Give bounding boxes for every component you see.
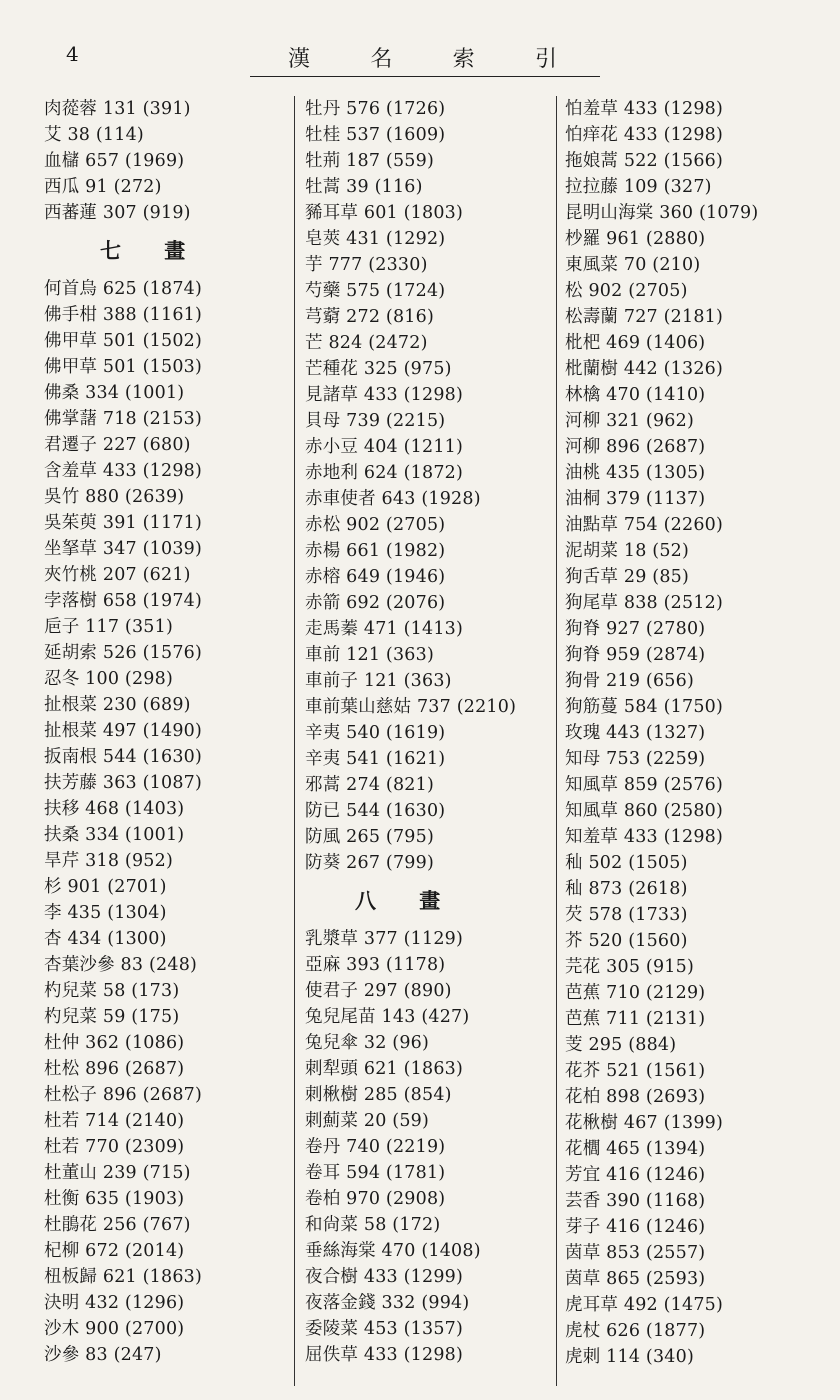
index-entry: 赤榕 649 (1946) <box>305 567 446 587</box>
index-entry: 旱芹 318 (952) <box>44 851 173 871</box>
index-entry: 杉 901 (2701) <box>44 877 167 897</box>
index-entry: 佛手柑 388 (1161) <box>44 305 203 325</box>
index-entry: 狗舌草 29 (85) <box>565 567 690 587</box>
index-entry: 芰 295 (884) <box>565 1035 677 1055</box>
index-entry: 含羞草 433 (1298) <box>44 461 203 481</box>
index-entry: 芒 824 (2472) <box>305 333 428 353</box>
title-char: 名 <box>370 47 393 72</box>
index-entry: 決明 432 (1296) <box>44 1293 185 1313</box>
index-entry: 佛桑 334 (1001) <box>44 383 185 403</box>
index-entry: 芥 520 (1560) <box>565 931 688 951</box>
index-entry: 乳漿草 377 (1129) <box>305 929 464 949</box>
index-entry: 林檎 470 (1410) <box>565 385 706 405</box>
index-entry: 芫花 305 (915) <box>565 957 694 977</box>
index-entry: 邪蒿 274 (821) <box>305 775 434 795</box>
index-entry: 芋 777 (2330) <box>305 255 428 275</box>
index-entry: 扶移 468 (1403) <box>44 799 185 819</box>
index-entry: 卷丹 740 (2219) <box>305 1137 446 1157</box>
index-entry: 芳宜 416 (1246) <box>565 1165 706 1185</box>
index-entry: 狗骨 219 (656) <box>565 671 694 691</box>
index-entry: 杓兒菜 58 (173) <box>44 981 180 1001</box>
index-entry: 杜若 714 (2140) <box>44 1111 185 1131</box>
index-entry: 花芥 521 (1561) <box>565 1061 706 1081</box>
index-column-3 <box>556 96 840 1386</box>
header-rule <box>250 76 600 77</box>
index-entry: 赤楊 661 (1982) <box>305 541 446 561</box>
index-entry: 豨耳草 601 (1803) <box>305 203 464 223</box>
index-entry: 李 435 (1304) <box>44 903 167 923</box>
index-entry: 知羞草 433 (1298) <box>565 827 724 847</box>
index-entry: 何首烏 625 (1874) <box>44 279 203 299</box>
index-column-2 <box>294 96 554 1386</box>
index-entry: 花柏 898 (2693) <box>565 1087 706 1107</box>
index-entry: 佛甲草 501 (1503) <box>44 357 203 377</box>
index-entry: 泥胡菜 18 (52) <box>565 541 690 561</box>
index-entry: 松 902 (2705) <box>565 281 688 301</box>
index-entry: 油點草 754 (2260) <box>565 515 724 535</box>
index-entry: 知母 753 (2259) <box>565 749 706 769</box>
index-entry: 吳茱萸 391 (1171) <box>44 513 203 533</box>
index-entry: 防風 265 (795) <box>305 827 434 847</box>
index-entry: 忍冬 100 (298) <box>44 669 173 689</box>
index-entry: 秈 502 (1505) <box>565 853 688 873</box>
index-entry: 兔兒尾苗 143 (427) <box>305 1007 470 1027</box>
index-entry: 皂莢 431 (1292) <box>305 229 446 249</box>
index-entry: 芍藥 575 (1724) <box>305 281 446 301</box>
index-entry: 油桐 379 (1137) <box>565 489 706 509</box>
index-entry: 沙木 900 (2700) <box>44 1319 185 1339</box>
index-entry: 坐拏草 347 (1039) <box>44 539 203 559</box>
index-entry: 扳南根 544 (1630) <box>44 747 203 767</box>
index-entry: 亞麻 393 (1178) <box>305 955 446 975</box>
index-entry: 杻板歸 621 (1863) <box>44 1267 203 1287</box>
index-entry: 垂絲海棠 470 (1408) <box>305 1241 481 1261</box>
index-entry: 扯根菜 497 (1490) <box>44 721 203 741</box>
index-entry: 狗筋蔓 584 (1750) <box>565 697 724 717</box>
index-entry: 辛夷 540 (1619) <box>305 723 446 743</box>
index-entry: 杓兒菜 59 (175) <box>44 1007 180 1027</box>
index-entry: 沙參 83 (247) <box>44 1345 162 1365</box>
index-column-1 <box>44 96 284 1386</box>
index-entry: 夜落金錢 332 (994) <box>305 1293 470 1313</box>
index-entry: 怕痒花 433 (1298) <box>565 125 724 145</box>
index-entry: 東風菜 70 (210) <box>565 255 701 275</box>
title-char: 索 <box>452 47 475 72</box>
index-entry: 孛落樹 658 (1974) <box>44 591 203 611</box>
title-char: 引 <box>534 47 557 72</box>
index-entry: 佛掌藷 718 (2153) <box>44 409 203 429</box>
index-entry: 扶芳藤 363 (1087) <box>44 773 203 793</box>
index-entry: 辛夷 541 (1621) <box>305 749 446 769</box>
title-char: 漢 <box>288 47 311 72</box>
index-entry: 兔兒傘 32 (96) <box>305 1033 430 1053</box>
index-entry: 虎刺 114 (340) <box>565 1347 694 1367</box>
index-entry: 芒種花 325 (975) <box>305 359 452 379</box>
index-entry: 芸香 390 (1168) <box>565 1191 706 1211</box>
index-entry: 芎藭 272 (816) <box>305 307 434 327</box>
index-entry: 車前子 121 (363) <box>305 671 452 691</box>
index-entry: 巵子 117 (351) <box>44 617 173 637</box>
index-entry: 杜仲 362 (1086) <box>44 1033 185 1053</box>
index-entry: 芽子 416 (1246) <box>565 1217 706 1237</box>
page-title <box>250 42 595 73</box>
index-entry: 防葵 267 (799) <box>305 853 434 873</box>
index-entry: 夜合樹 433 (1299) <box>305 1267 464 1287</box>
stroke-count-heading: 七 畫 <box>100 238 204 263</box>
index-entry: 狗脊 959 (2874) <box>565 645 706 665</box>
index-entry: 車前 121 (363) <box>305 645 434 665</box>
index-entry: 杏 434 (1300) <box>44 929 167 949</box>
index-entry: 花楸樹 467 (1399) <box>565 1113 724 1133</box>
index-entry: 虎杖 626 (1877) <box>565 1321 706 1341</box>
index-entry: 艾 38 (114) <box>44 125 144 145</box>
index-entry: 卷耳 594 (1781) <box>305 1163 446 1183</box>
index-entry: 屈佚草 433 (1298) <box>305 1345 464 1365</box>
index-entry: 杜松 896 (2687) <box>44 1059 185 1079</box>
index-entry: 赤小豆 404 (1211) <box>305 437 464 457</box>
index-entry: 君遷子 227 (680) <box>44 435 191 455</box>
index-entry: 吳竹 880 (2639) <box>44 487 185 507</box>
index-entry: 刺楸樹 285 (854) <box>305 1085 452 1105</box>
index-entry: 防已 544 (1630) <box>305 801 446 821</box>
stroke-count-heading: 八 畫 <box>355 888 459 913</box>
index-entry: 拉拉藤 109 (327) <box>565 177 712 197</box>
index-entry: 見諸草 433 (1298) <box>305 385 464 405</box>
index-entry: 肉蓯蓉 131 (391) <box>44 99 191 119</box>
index-entry: 芭蕉 711 (2131) <box>565 1009 706 1029</box>
index-entry: 枇杷 469 (1406) <box>565 333 706 353</box>
index-entry: 赤車使者 643 (1928) <box>305 489 481 509</box>
index-entry: 刺薊菜 20 (59) <box>305 1111 430 1131</box>
index-entry: 卷柏 970 (2908) <box>305 1189 446 1209</box>
index-entry: 狗脊 927 (2780) <box>565 619 706 639</box>
index-entry: 茵草 853 (2557) <box>565 1243 706 1263</box>
index-entry: 赤箭 692 (2076) <box>305 593 446 613</box>
index-entry: 杜若 770 (2309) <box>44 1137 185 1157</box>
index-entry: 和尙菜 58 (172) <box>305 1215 441 1235</box>
index-entry: 使君子 297 (890) <box>305 981 452 1001</box>
index-entry: 河柳 321 (962) <box>565 411 694 431</box>
index-entry: 知風草 859 (2576) <box>565 775 724 795</box>
index-entry: 芭蕉 710 (2129) <box>565 983 706 1003</box>
index-entry: 貝母 739 (2215) <box>305 411 446 431</box>
index-entry: 走馬蓁 471 (1413) <box>305 619 464 639</box>
index-entry: 知風草 860 (2580) <box>565 801 724 821</box>
index-entry: 赤松 902 (2705) <box>305 515 446 535</box>
index-entry: 委陵菜 453 (1357) <box>305 1319 464 1339</box>
index-entry: 赤地利 624 (1872) <box>305 463 464 483</box>
index-entry: 杜衡 635 (1903) <box>44 1189 185 1209</box>
index-entry: 血櫧 657 (1969) <box>44 151 185 171</box>
page-number: 4 <box>66 42 79 66</box>
index-entry: 枇蘭樹 442 (1326) <box>565 359 724 379</box>
index-entry: 杜鵑花 256 (767) <box>44 1215 191 1235</box>
index-entry: 車前葉山慈姑 737 (2210) <box>305 697 517 717</box>
index-entry: 狗尾草 838 (2512) <box>565 593 724 613</box>
index-entry: 昆明山海棠 360 (1079) <box>565 203 759 223</box>
index-entry: 牡桂 537 (1609) <box>305 125 446 145</box>
index-entry: 松壽蘭 727 (2181) <box>565 307 724 327</box>
index-entry: 夾竹桃 207 (621) <box>44 565 191 585</box>
index-entry: 杪羅 961 (2880) <box>565 229 706 249</box>
index-entry: 延胡索 526 (1576) <box>44 643 203 663</box>
index-entry: 花櫚 465 (1394) <box>565 1139 706 1159</box>
index-entry: 秈 873 (2618) <box>565 879 688 899</box>
index-entry: 拖娘蒿 522 (1566) <box>565 151 724 171</box>
index-entry: 怕羞草 433 (1298) <box>565 99 724 119</box>
index-entry: 牡丹 576 (1726) <box>305 99 446 119</box>
index-entry: 扯根菜 230 (689) <box>44 695 191 715</box>
index-entry: 杞柳 672 (2014) <box>44 1241 185 1261</box>
index-entry: 西瓜 91 (272) <box>44 177 162 197</box>
index-entry: 玫瑰 443 (1327) <box>565 723 706 743</box>
index-entry: 刺犁頭 621 (1863) <box>305 1059 464 1079</box>
index-entry: 虎耳草 492 (1475) <box>565 1295 724 1315</box>
index-entry: 杏葉沙參 83 (248) <box>44 955 198 975</box>
index-entry: 牡荊 187 (559) <box>305 151 434 171</box>
index-entry: 杜董山 239 (715) <box>44 1163 191 1183</box>
index-entry: 扶桑 334 (1001) <box>44 825 185 845</box>
index-entry: 河柳 896 (2687) <box>565 437 706 457</box>
index-entry: 杜松子 896 (2687) <box>44 1085 203 1105</box>
index-entry: 芡 578 (1733) <box>565 905 688 925</box>
index-entry: 茵草 865 (2593) <box>565 1269 706 1289</box>
index-entry: 佛甲草 501 (1502) <box>44 331 203 351</box>
index-entry: 牡蒿 39 (116) <box>305 177 423 197</box>
index-entry: 油桃 435 (1305) <box>565 463 706 483</box>
index-entry: 西蕃蓮 307 (919) <box>44 203 191 223</box>
